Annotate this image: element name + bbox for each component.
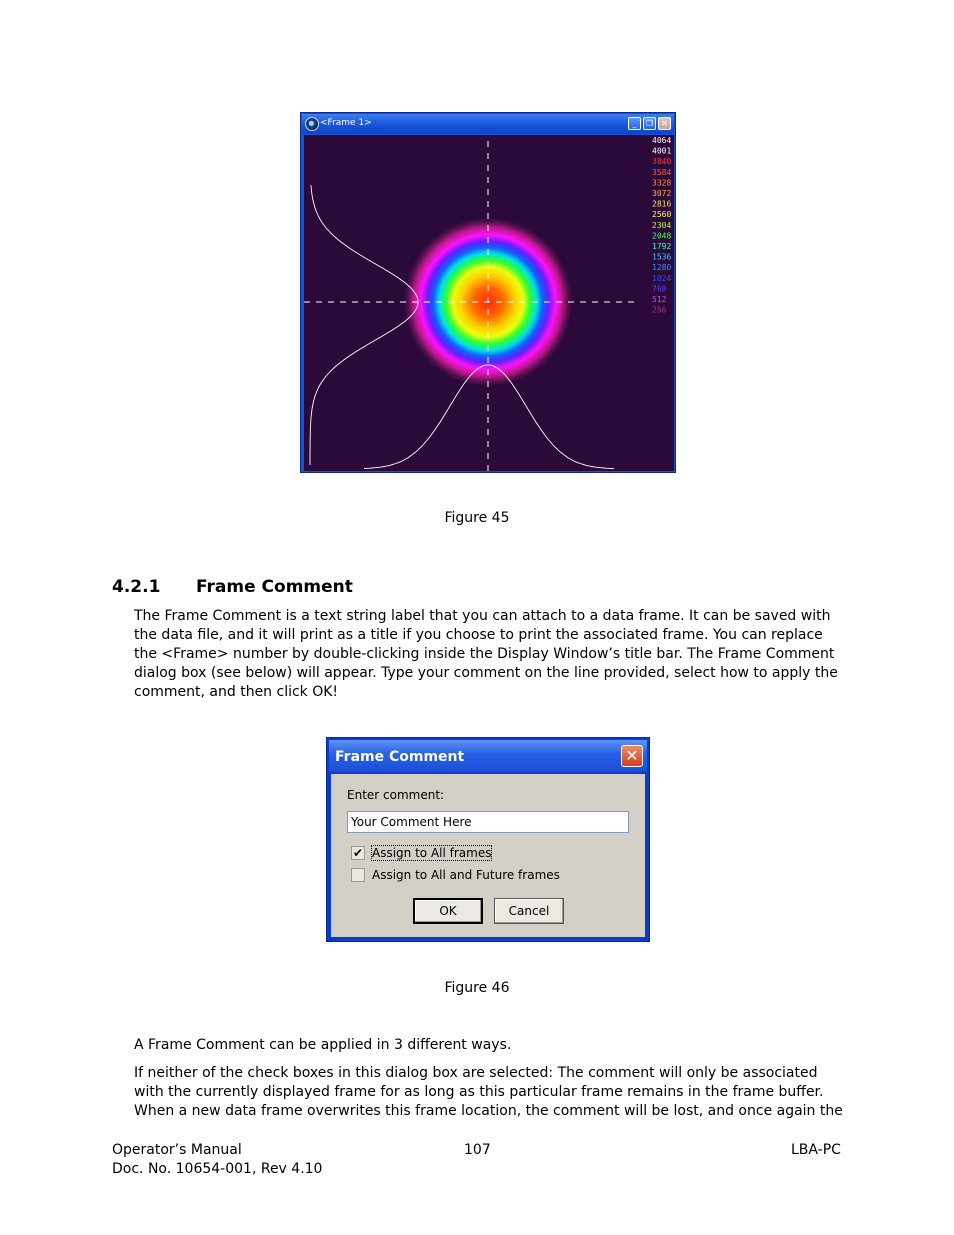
paragraph-line: dialog box (see below) will appear. Type your comment on the line provided, select how to apply the [134, 665, 838, 681]
ok-button[interactable]: OK [413, 898, 483, 924]
footer-product: LBA-PC [791, 1142, 841, 1158]
footer-manual-title: Operator’s Manual [112, 1142, 242, 1158]
colorbar-label: 3584 [652, 167, 672, 177]
beam-profile-image [304, 135, 674, 471]
colorbar-label: 2560 [652, 210, 672, 220]
figure-46-caption: Figure 46 [444, 980, 510, 996]
section-title: Frame Comment [196, 577, 353, 597]
close-icon[interactable]: ✕ [621, 745, 643, 767]
paragraph-line: When a new data frame overwrites this frame location, the comment will be lost, and once again the [134, 1103, 843, 1119]
colorbar-label: 2048 [652, 231, 672, 241]
comment-prompt-label: Enter comment: [347, 788, 445, 802]
restore-icon[interactable]: ❐ [643, 117, 656, 130]
frame-comment-dialog [326, 737, 650, 942]
colorbar-label: 1024 [652, 273, 672, 283]
colorbar-label: 3328 [652, 178, 672, 188]
colorbar-label: 3840 [652, 157, 672, 167]
dialog-titlebar[interactable] [329, 740, 647, 772]
paragraph-line: If neither of the check boxes in this dialog box are selected: The comment will only be associated [134, 1065, 818, 1081]
dialog-title: Frame Comment [335, 749, 465, 765]
app-icon [305, 117, 319, 131]
figure-45-caption: Figure 45 [444, 510, 510, 526]
close-icon[interactable]: ✕ [658, 117, 671, 130]
colorbar-label: 2816 [652, 199, 672, 209]
paragraph-line: with the currently displayed frame for as long as this particular frame remains in the frame buffer. [134, 1084, 824, 1100]
display-window-titlebar[interactable] [302, 114, 674, 134]
footer-left [112, 1141, 322, 1179]
window-title: <Frame 1> [320, 118, 372, 128]
footer-doc-number: Doc. No. 10654-001, Rev 4.10 [112, 1161, 323, 1177]
colorbar-label: 4001 [652, 146, 672, 156]
dialog-body [331, 774, 645, 937]
comment-input[interactable] [347, 811, 629, 833]
colorbar-label: 1536 [652, 252, 672, 262]
colorbar-label: 768 [652, 284, 667, 294]
assign-all-future-frames-checkbox[interactable] [351, 868, 365, 882]
body-paragraph [134, 607, 844, 702]
colorbar-label: 2304 [652, 220, 672, 230]
display-window [300, 112, 676, 473]
body-paragraph-2 [134, 1064, 844, 1121]
section-number: 4.2.1 [112, 577, 161, 597]
beam-profile-display [304, 135, 674, 471]
intro-sentence: A Frame Comment can be applied in 3 different ways. [134, 1037, 512, 1053]
page-number: 107 [464, 1142, 491, 1158]
section-heading [112, 577, 353, 597]
paragraph-line: the data file, and it will print as a title if you choose to print the associated frame. You can replace [134, 627, 823, 643]
assign-all-frames-checkbox[interactable]: ✔ [352, 846, 364, 860]
colorbar-label: 3072 [652, 189, 672, 198]
cancel-button[interactable]: Cancel [494, 898, 564, 924]
paragraph-line: The Frame Comment is a text string label that you can attach to a data frame. It can be saved with [134, 608, 831, 624]
colorbar-label: 256 [652, 305, 667, 315]
colorbar-label: 1280 [652, 263, 672, 273]
minimize-icon[interactable]: _ [628, 117, 641, 130]
assign-all-frames-label[interactable]: Assign to All frames [372, 846, 492, 860]
assign-all-future-frames-label[interactable]: Assign to All and Future frames [372, 868, 560, 882]
paragraph-line: comment, and then click OK! [134, 684, 339, 700]
colorbar-label: 4064 [652, 136, 672, 145]
paragraph-line: the <Frame> number by double-clicking inside the Display Window’s title bar. The Frame Comment [134, 646, 835, 662]
colorbar-label: 512 [652, 295, 667, 304]
colorbar-label: 1792 [652, 242, 672, 251]
